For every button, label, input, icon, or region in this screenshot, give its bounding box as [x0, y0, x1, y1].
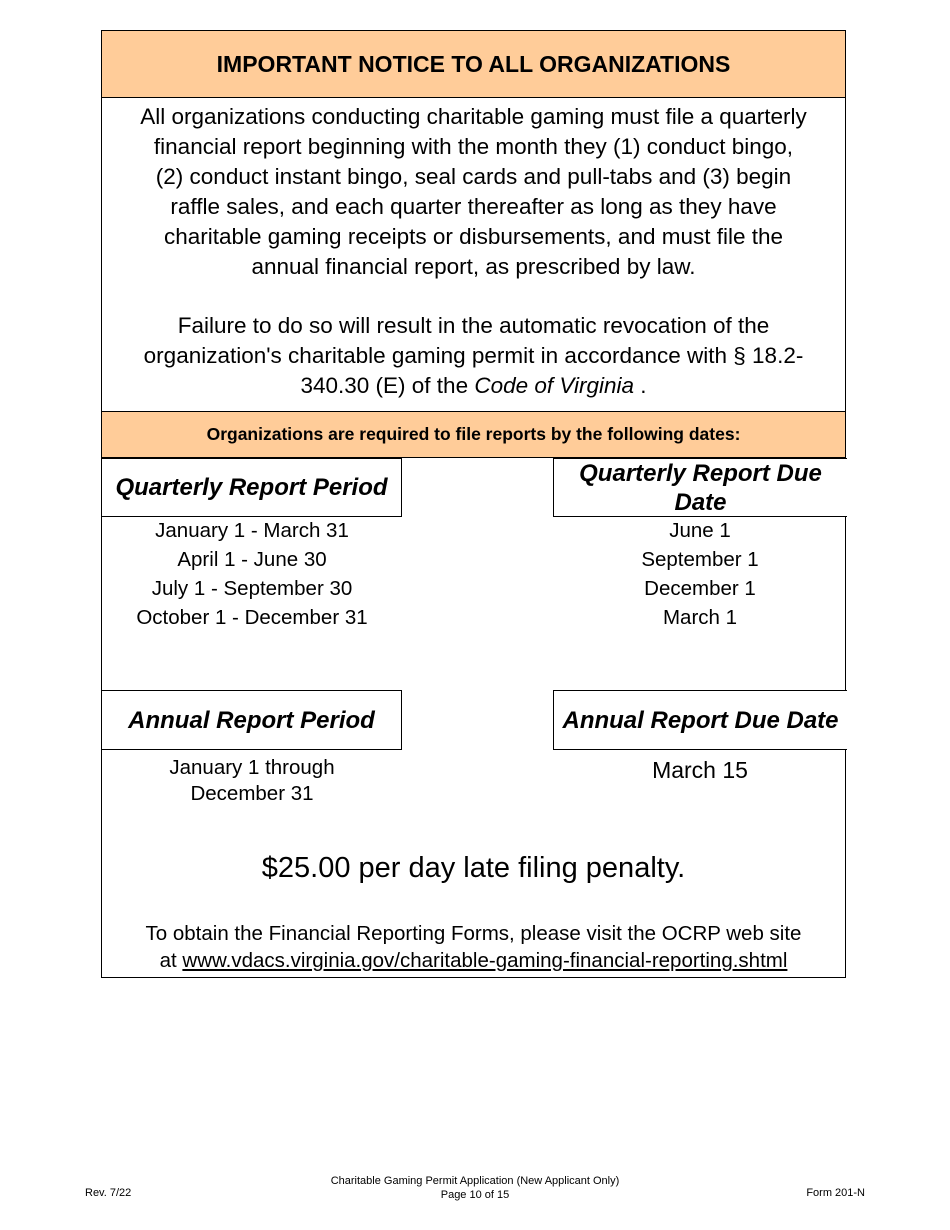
quarterly-due-dates-list — [553, 516, 847, 632]
forms-info-paragraph — [102, 920, 845, 974]
dates-header — [102, 411, 845, 458]
quarterly-due-header: Quarterly Report Due Date — [553, 458, 847, 517]
list-item: October 1 - December 31 — [136, 606, 368, 629]
page-number: Page 10 of 15 — [440, 1189, 510, 1201]
paragraph-line: Failure to do so will result in the automatic revocation of the — [177, 313, 770, 338]
form-number: Form 201-N — [806, 1187, 865, 1199]
dates-header-text: Organizations are required to file reports by the following dates: — [206, 424, 741, 444]
paragraph-line: (2) conduct instant bingo, seal cards and pull-tabs and (3) begin — [155, 164, 792, 189]
notice-box — [101, 30, 846, 978]
forms-info-line: at www.vdacs.virginia.gov/charitable-gaming-financial-reporting.shtml — [159, 949, 788, 972]
list-item: April 1 - June 30 — [177, 548, 327, 571]
forms-info-line: To obtain the Financial Reporting Forms, please visit the OCRP web site — [145, 922, 802, 945]
paragraph-line: annual financial report, as prescribed by law. — [251, 254, 696, 279]
list-item: June 1 — [669, 519, 731, 542]
ocrp-website-link[interactable]: www.vdacs.virginia.gov/charitable-gaming-financial-reporting.shtml — [182, 949, 788, 972]
quarterly-periods-list — [102, 516, 402, 632]
paragraph-line — [102, 371, 845, 401]
paragraph-line: charitable gaming receipts or disbursements, and must file the — [163, 224, 784, 249]
revision-label: Rev. 7/22 — [85, 1187, 132, 1199]
paragraph-line: organization's charitable gaming permit in accordance with § 18.2- — [143, 343, 804, 368]
code-of-virginia-text: Code of Virginia — [474, 373, 635, 398]
list-item: July 1 - September 30 — [151, 577, 353, 600]
list-item: September 1 — [641, 548, 759, 571]
paragraph-line: All organizations conducting charitable gaming must file a quarterly — [140, 104, 807, 129]
list-item: December 1 — [644, 577, 756, 600]
annual-period-header: Annual Report Period — [101, 690, 402, 750]
annual-due-header: Annual Report Due Date — [553, 690, 847, 750]
revocation-warning-paragraph — [102, 311, 845, 401]
footer-document-title: Charitable Gaming Permit Application (New Applicant Only) — [330, 1175, 620, 1187]
list-item: March 1 — [662, 606, 738, 629]
annual-period-value: January 1 through December 31 — [169, 756, 335, 805]
notice-title-text: IMPORTANT NOTICE TO ALL ORGANIZATIONS — [216, 50, 731, 77]
notice-title — [102, 31, 845, 98]
citation-end: . — [634, 373, 647, 398]
paragraph-line: raffle sales, and each quarter thereafter as long as they have — [170, 194, 777, 219]
annual-due-date-value: March 15 — [652, 757, 748, 783]
quarterly-period-header: Quarterly Report Period — [101, 458, 402, 517]
paragraph-line: financial report beginning with the month they (1) conduct bingo, — [153, 134, 794, 159]
late-penalty-text: $25.00 per day late filing penalty. — [261, 852, 686, 884]
filing-requirement-paragraph — [102, 102, 845, 282]
citation-text: 340.30 (E) of the — [300, 373, 475, 398]
list-item: January 1 - March 31 — [155, 519, 349, 542]
